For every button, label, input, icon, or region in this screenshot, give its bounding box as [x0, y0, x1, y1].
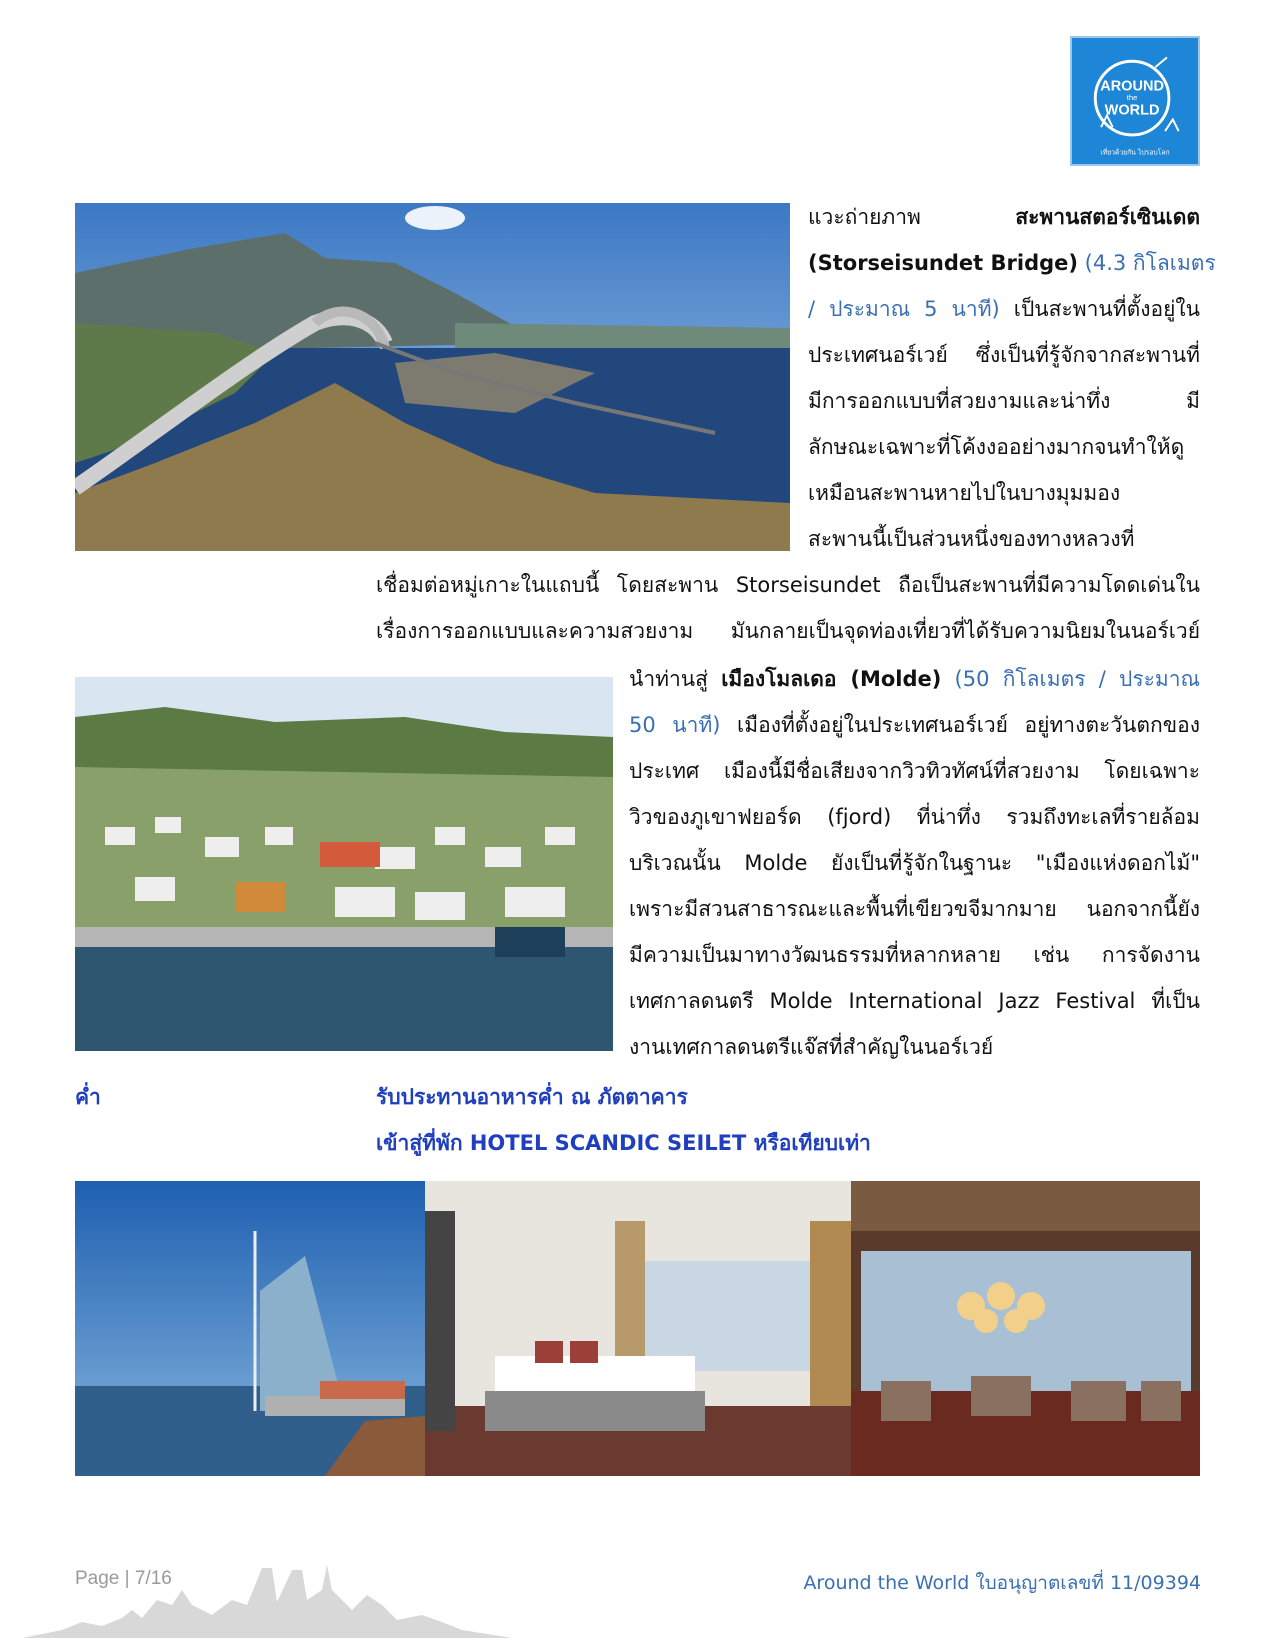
bridge-line-7: เหมือนสะพานหายไปในบางมุมมอง	[808, 481, 1121, 505]
molde-line-2: 50 นาที) เมืองที่ตั้งอยู่ในประเทศนอร์เวย์ อยู่ทางตะวันตกของ	[629, 713, 1200, 737]
hotel-text: เข้าสู่ที่พัก HOTEL SCANDIC SEILET หรือเทียบเท่า	[376, 1131, 871, 1155]
molde-line-3: ประเทศ เมืองนี้มีชื่อเสียงจากวิวทิวทัศน์ที่สวยงาม โดยเฉพาะ	[629, 759, 1200, 783]
molde-distance: (50 กิโลเมตร / ประมาณ	[941, 667, 1201, 691]
bridge-line-2	[808, 240, 1216, 286]
molde-line-7: มีความเป็นมาทางวัฒนธรรมที่หลากหลาย เช่น การจัดงาน	[629, 943, 1200, 967]
molde-line-9: งานเทศกาลดนตรีแจ๊สที่สำคัญในนอร์เวย์	[629, 1035, 994, 1059]
hotel-room-photo	[425, 1181, 851, 1476]
logo-tagline: เที่ยวด้วยกัน ไปรอบโลก	[1100, 148, 1170, 157]
bridge-line-3: / ประมาณ 5 นาที) เป็นสะพานที่ตั้งอยู่ใน	[808, 297, 1200, 321]
bridge-line-8: สะพานนี้เป็นส่วนหนึ่งของทางหลวงที่	[808, 527, 1135, 551]
license-text: Around the World ใบอนุญาตเลขที่ 11/09394	[803, 1572, 1201, 1594]
bridge-duration: / ประมาณ 5 นาที)	[808, 297, 1000, 321]
meal-label: ค่ำ	[75, 1085, 101, 1109]
molde-name: เมืองโมลเดอ (Molde)	[721, 667, 942, 691]
company-logo	[1070, 36, 1200, 166]
molde-line-5: บริเวณนั้น Molde ยังเป็นที่รู้จักในฐานะ "เมืองแห่งดอกไม้"	[629, 851, 1200, 875]
storseisundet-bridge-photo	[75, 203, 790, 551]
hotel-exterior-photo	[75, 1181, 425, 1476]
molde-line-4: วิวของภูเขาฟยอร์ด (fjord) ที่น่าทึ่ง รวมถึงทะเลที่รายล้อม	[629, 805, 1200, 829]
molde-line-6: เพราะมีสวนสาธารณะและพื้นที่เขียวขจีมากมาย นอกจากนี้ยัง	[629, 897, 1200, 921]
molde-duration: 50 นาที)	[629, 713, 721, 737]
dinner-text: รับประทานอาหารค่ำ ณ ภัตตาคาร	[376, 1085, 688, 1109]
logo-line-1: AROUND	[1100, 78, 1164, 95]
bridge-line-1: แวะถ่ายภาพ สะพานสตอร์เซินเดต	[808, 205, 1200, 229]
bridge-english-name: (Storseisundet Bridge)	[808, 251, 1078, 275]
bridge-description-continued	[376, 562, 1200, 654]
globe-logo-icon	[1072, 38, 1198, 164]
bridge-line-5: มีการออกแบบที่สวยงามและน่าทึ่ง มี	[808, 389, 1200, 413]
molde-line-1: นำท่านสู่ เมืองโมลเดอ (Molde) (50 กิโลเมตร / ประมาณ	[629, 667, 1201, 691]
bridge-line-4: ประเทศนอร์เวย์ ซึ่งเป็นที่รู้จักจากสะพานที่	[808, 343, 1200, 367]
bridge-description	[808, 194, 1216, 562]
page-number: Page | 7/16	[75, 1568, 172, 1589]
bridge-line-10: เรื่องการออกแบบและความสวยงาม มันกลายเป็นจุดท่องเที่ยวที่ได้รับความนิยมในนอร์เวย์	[376, 619, 1200, 643]
bridge-name: สะพานสตอร์เซินเดต	[1015, 205, 1200, 229]
bridge-line-6: ลักษณะเฉพาะที่โค้งงออย่างมากจนทำให้ดู	[808, 435, 1185, 459]
logo-line-3: WORLD	[1104, 102, 1160, 119]
molde-town-photo	[75, 677, 613, 1051]
molde-description	[629, 656, 1200, 1070]
bridge-distance: (4.3 กิโลเมตร	[1077, 251, 1216, 275]
molde-line-8: เทศกาลดนตรี Molde International Jazz Festival ที่เป็น	[629, 989, 1200, 1013]
logo-line-2: the	[1126, 93, 1138, 103]
bridge-line-9: เชื่อมต่อหมู่เกาะในแถบนี้ โดยสะพาน Storseisundet ถือเป็นสะพานที่มีความโดดเด่นใน	[376, 573, 1200, 597]
hotel-restaurant-photo	[851, 1181, 1200, 1476]
